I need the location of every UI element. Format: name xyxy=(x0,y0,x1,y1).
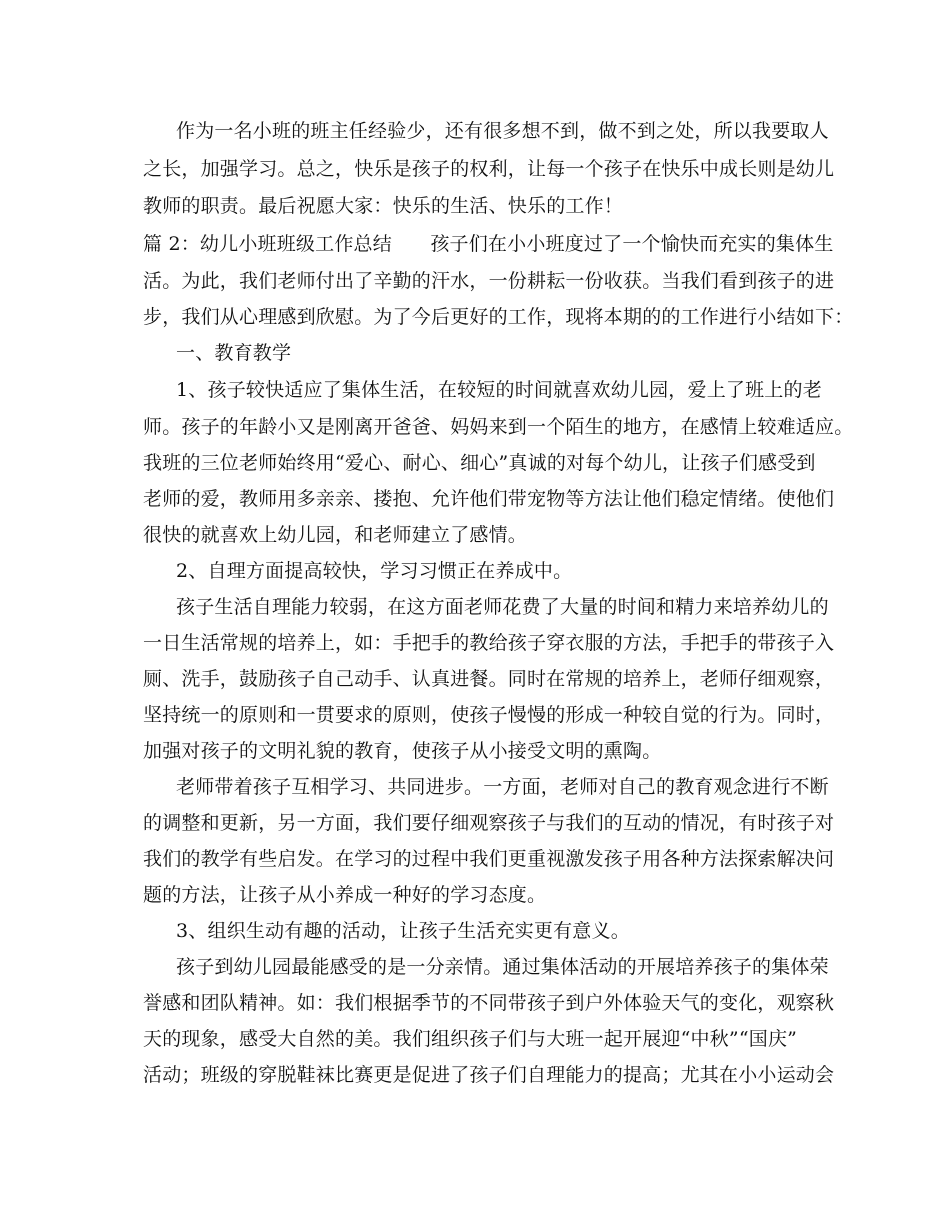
text-line: 孩子到幼儿园最能感受的是一分亲情。通过集体活动的开展培养孩子的集体荣 xyxy=(176,956,829,978)
section-heading: 一、教育教学 xyxy=(176,342,292,364)
text-line: 孩子生活自理能力较弱，在这方面老师花费了大量的时间和精力来培养幼儿的 xyxy=(176,596,829,618)
text-line: 的调整和更新，另一方面，我们要仔细观察孩子与我们的互动的情况，有时孩子对 xyxy=(143,812,835,834)
text-line: 2、自理方面提高较快，学习习惯正在养成中。 xyxy=(176,560,573,582)
text-line: 步，我们从心理感到欣慰。为了今后更好的工作，现将本期的的工作进行小结如下： xyxy=(143,306,854,328)
text-line: 加强对孩子的文明礼貌的教育，使孩子从小接受文明的熏陶。 xyxy=(143,740,662,762)
text-line: 之长，加强学习。总之，快乐是孩子的权利，让每一个孩子在快乐中成长则是幼儿 xyxy=(143,158,835,180)
text-line: 厕、洗手，鼓励孩子自己动手、认真进餐。同时在常规的培养上，老师仔细观察， xyxy=(143,668,835,690)
text-line: 很快的就喜欢上幼儿园，和老师建立了感情。 xyxy=(143,524,528,546)
text-line: 我们的教学有些启发。在学习的过程中我们更重视激发孩子用各种方法探索解决问 xyxy=(143,848,835,870)
text-line: 师。孩子的年龄小又是刚离开爸爸、妈妈来到一个陌生的地方，在感情上较难适应。 xyxy=(143,416,854,438)
text-line: 作为一名小班的班主任经验少，还有很多想不到，做不到之处，所以我要取人 xyxy=(176,120,829,142)
text-line: 老师的爱，教师用多亲亲、搂抱、允许他们带宠物等方法让他们稳定情绪。使他们 xyxy=(143,488,835,510)
text-line: 篇 2：幼儿小班班级工作总结 孩子们在小小班度过了一个愉快而充实的集体生 xyxy=(143,233,834,255)
text-line: 3、组织生动有趣的活动，让孩子生活充实更有意义。 xyxy=(176,920,630,942)
text-line: 誉感和团队精神。如：我们根据季节的不同带孩子到户外体验天气的变化，观察秋 xyxy=(143,992,835,1014)
text-line: 1、孩子较快适应了集体生活，在较短的时间就喜欢幼儿园，爱上了班上的老 xyxy=(176,379,822,401)
text-line: 活。为此，我们老师付出了辛勤的汗水，一份耕耘一份收获。当我们看到孩子的进 xyxy=(143,270,835,292)
text-line: 一日生活常规的培养上，如：手把手的教给孩子穿衣服的方法，手把手的带孩子入 xyxy=(143,632,835,654)
text-line: 活动；班级的穿脱鞋袜比赛更是促进了孩子们自理能力的提高；尤其在小小运动会 xyxy=(143,1064,835,1086)
text-line: 题的方法，让孩子从小养成一种好的学习态度。 xyxy=(143,884,547,906)
text-line: 坚持统一的原则和一贯要求的原则，使孩子慢慢的形成一种较自觉的行为。同时， xyxy=(143,704,835,726)
text-line: 天的现象，感受大自然的美。我们组织孩子们与大班一起开展迎“中秋”“国庆” xyxy=(143,1028,798,1050)
text-line: 老师带着孩子互相学习、共同进步。一方面，老师对自己的教育观念进行不断 xyxy=(176,776,829,798)
text-line: 教师的职责。最后祝愿大家：快乐的生活、快乐的工作！ xyxy=(143,195,624,217)
text-line: 我班的三位老师始终用“爱心、耐心、细心”真诚的对每个幼儿，让孩子们感受到 xyxy=(143,452,816,474)
